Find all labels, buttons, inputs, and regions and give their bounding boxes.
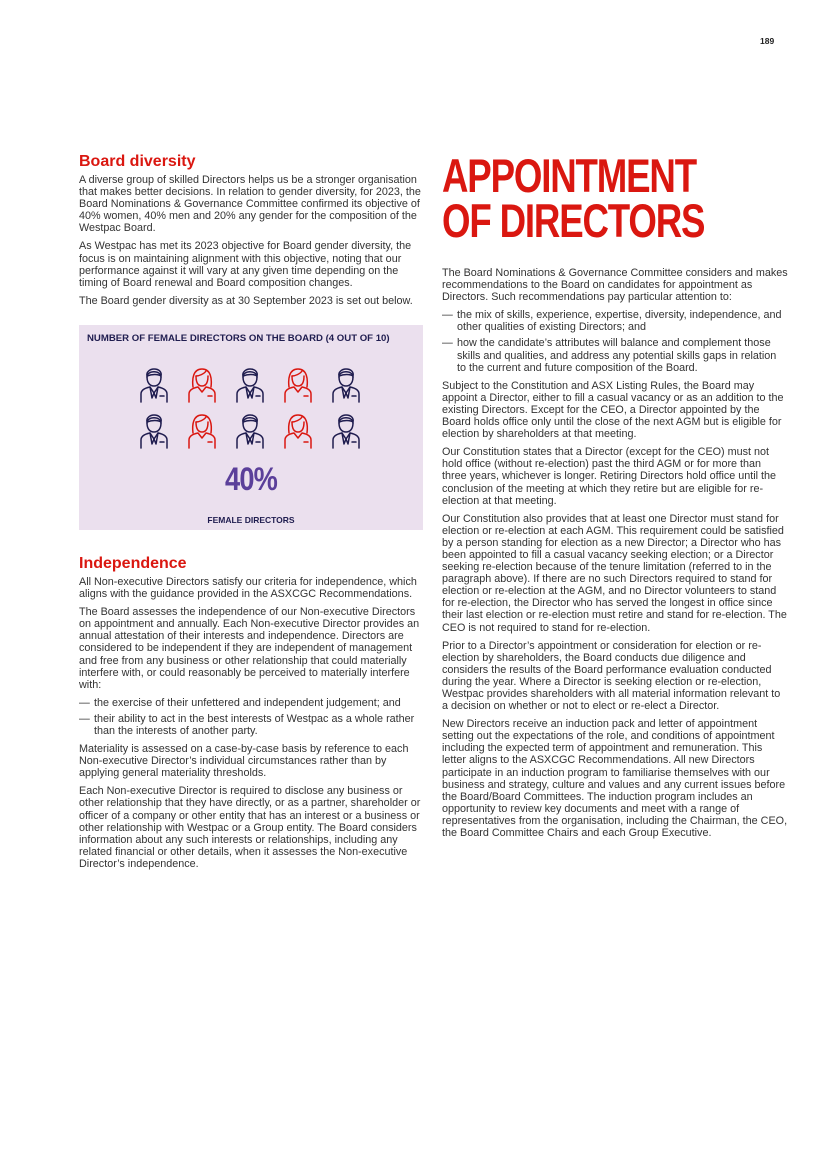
- male-director-icon: [227, 409, 273, 449]
- appointment-paragraph: New Directors receive an induction pack and letter of appointment setting out the expectations of the role, and conditions of appointment including the expected term of appointment and remuneration. This letter aligns to the ASXCGC Recommendations. All new Directors participate in an induction program to familiarise themselves with our business and strategy, culture and values and any current issues before the Board/Board Committees. The induction program includes an opportunity to review key documents and meet with a range of representatives from the organisation, including the Chairman, the CEO, the Board Committee Chairs and each Group Executive.: [442, 718, 788, 840]
- page-title-line: OF DIRECTORS: [442, 194, 705, 247]
- icon-row: [131, 409, 371, 449]
- independence-heading: Independence: [79, 554, 187, 572]
- infographic-heading: NUMBER OF FEMALE DIRECTORS ON THE BOARD (4 OUT OF 10): [87, 332, 390, 344]
- board-diversity-paragraph: The Board gender diversity as at 30 September 2023 is set out below.: [79, 294, 413, 307]
- appointment-paragraph: Prior to a Director’s appointment or consideration for election or re-election by shareholders, the Board conducts due diligence and considers the results of the Board performance evaluation conducted during the year. Where a Director is seeking election or re-election, Westpac provides shareholders with all material information relevant to a decision on whether or not to elect or re-elect a Director.: [442, 639, 781, 713]
- icon-row: [131, 363, 371, 403]
- list-item: — the exercise of their unfettered and independent judgement; and: [79, 697, 421, 709]
- page-title-line: APPOINTMENT: [442, 149, 696, 202]
- appointment-intro: The Board Nominations & Governance Committee considers and makes recommendations to the Board on candidates for appointment as Directors. Such recommendations pay particular attention to:: [442, 267, 788, 304]
- male-director-icon: [131, 409, 177, 449]
- board-diversity-paragraph: As Westpac has met its 2023 objective for Board gender diversity, the focus is on maintaining alignment with this objective, noting that our performance against it will vary at any given time depending on the timing of Board renewal and Board composition changes.: [79, 240, 412, 289]
- independence-paragraph: Each Non-executive Director is required to disclose any business or other relationship that they have directly, or as a partner, shareholder or officer of a company or other entity that has an interest or a business or other relationship with Westpac or a Group entity. The Board considers information about any such interests or relationships, including any related financial or other details, when it assesses the Non-executive Director’s independence.: [79, 785, 421, 870]
- independence-paragraph: The Board assesses the independence of our Non-executive Directors on appointment and annually. Each Non-executive Director provides an annual attestation of their interests and independence. Directors are considered to be independent if they are independent of management and free from any business or other relationship that could materially interfere with, or could reasonably be perceived to materially interfere with:: [79, 606, 420, 691]
- appointment-paragraph: Our Constitution states that a Director (except for the CEO) must not hold office (without re-election) past the third AGM or for more than three years, whichever is longer. Retiring Directors hold office until the conclusion of the meeting at which they retire but are eligible for re-election at that meeting.: [442, 446, 777, 507]
- page-title: [442, 149, 712, 247]
- female-director-icon: [179, 363, 225, 403]
- list-item: — how the candidate’s attributes will balance and complement those skills and qualities, and address any potential skills gaps in relation to the current and future composition of the Board.: [442, 337, 788, 373]
- female-director-icon: [275, 363, 321, 403]
- male-director-icon: [131, 363, 177, 403]
- male-director-icon: [323, 409, 369, 449]
- appointment-list: [442, 309, 788, 373]
- director-icons: [131, 363, 371, 455]
- page-number: 189: [760, 36, 775, 46]
- female-directors-infographic: [79, 325, 423, 530]
- female-directors-label: FEMALE DIRECTORS: [207, 514, 295, 525]
- female-director-icon: [179, 409, 225, 449]
- female-director-icon: [275, 409, 321, 449]
- list-item: — the mix of skills, experience, expertise, diversity, independence, and other qualities of existing Directors; and: [442, 309, 788, 333]
- independence-paragraph: All Non-executive Directors satisfy our criteria for independence, which aligns with the guidance provided in the ASXCGC Recommendations.: [79, 575, 417, 601]
- board-diversity-paragraph: A diverse group of skilled Directors helps us be a stronger organisation that makes better decisions. In relation to gender diversity, for 2023, the Board Nominations & Governance Committee confirmed its objective of 40% women, 40% men and 20% any gender for the composition of the Westpac Board.: [79, 174, 421, 235]
- right-column: [442, 149, 788, 845]
- appointment-paragraph: Subject to the Constitution and ASX Listing Rules, the Board may appoint a Director, either to fill a casual vacancy or as an addition to the existing Directors. Except for the CEO, a Director appointed by the Board holds office only until the close of the next AGM but is eligible for election by shareholders at that meeting.: [442, 379, 784, 441]
- appointment-paragraph: Our Constitution also provides that at least one Director must stand for election or re-election at each AGM. This requirement could be satisfied by a person standing for election as a new Director; a Director who has been appointed to fill a casual vacancy seeking election; or a Director seeking re-election because of the tenure limitation (referred to in the paragraph above). If there are no such Directors required to stand for election or re-election at the AGM, and no Director volunteers to stand for re-election, the Director who has served the longest in office since their last election or re-election must retire and stand for re-election. The CEO is not required to stand for re-election.: [442, 512, 787, 634]
- independence-paragraph: Materiality is assessed on a case-by-case basis by reference to each Non-executive Director’s individual circumstances rather than by applying general materiality thresholds.: [79, 743, 409, 780]
- list-item: — their ability to act in the best interests of Westpac as a whole rather than the interests of another party.: [79, 713, 421, 737]
- left-column: [79, 152, 421, 876]
- female-percentage: 40%: [225, 460, 277, 497]
- independence-list: [79, 697, 421, 737]
- male-director-icon: [227, 363, 273, 403]
- male-director-icon: [323, 363, 369, 403]
- board-diversity-heading: Board diversity: [79, 153, 196, 170]
